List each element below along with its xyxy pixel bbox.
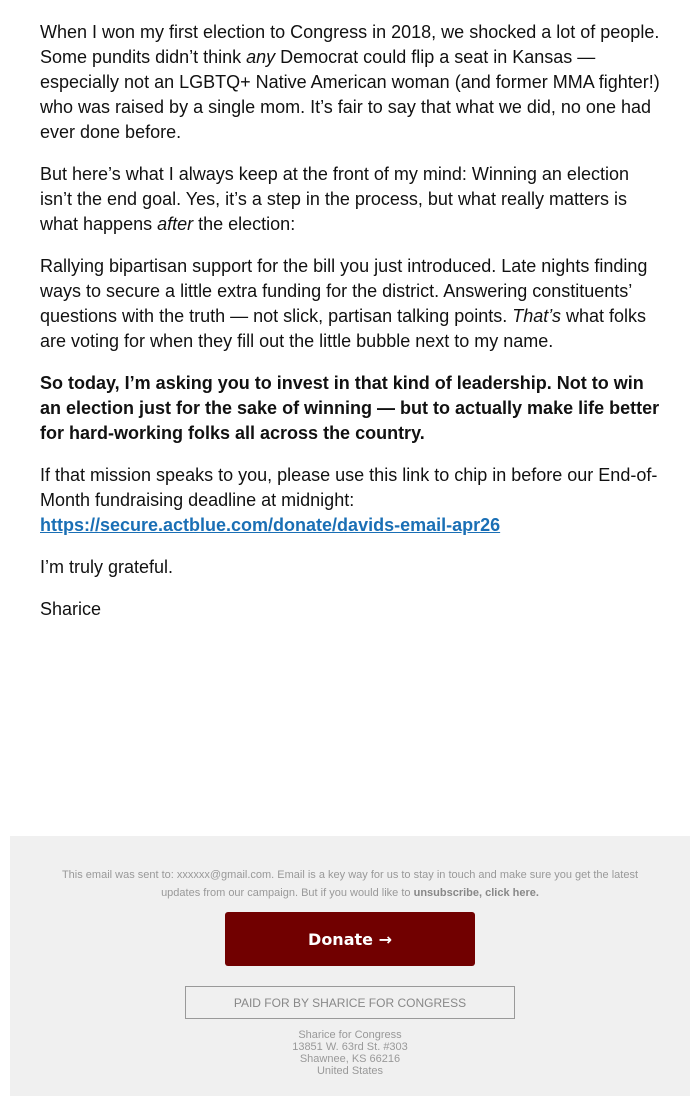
- unsubscribe-link[interactable]: unsubscribe, click here.: [413, 887, 539, 899]
- paid-for-disclaimer: PAID FOR BY SHARICE FOR CONGRESS: [185, 986, 515, 1019]
- mailing-address: [10, 1029, 690, 1077]
- donate-link[interactable]: https://secure.actblue.com/donate/davids-email-apr26: [40, 515, 501, 535]
- email-body: [40, 20, 665, 639]
- paragraph-ask: So today, I’m asking you to invest in that kind of leadership. Not to win an election just for the sake of winning — but to actually make life better for hard-working folks all across the country.: [40, 373, 660, 443]
- address-line: United States: [316, 1065, 384, 1077]
- paragraph-thanks: I’m truly grateful.: [40, 557, 174, 577]
- signature: Sharice: [40, 599, 102, 619]
- footer-note: This email was sent to: xxxxxx@gmail.com. Email is a key way for us to stay in touch and make sure you get the latest updates from our campaign. But if you would like to unsubscribe, click here.: [61, 869, 639, 899]
- paragraph-work: Rallying bipartisan support for the bill you just introduced. Late nights finding ways to secure a little extra funding for the district. Answering constituents’ questions with the truth — not slick, partisan talking points. That’s what folks are voting for when they fill out the little bubble next to my name.: [40, 256, 648, 351]
- address-line: Shawnee, KS 66216: [299, 1053, 401, 1065]
- paragraph-goal: But here’s what I always keep at the front of my mind: Winning an election isn’t the end goal. Yes, it’s a step in the process, but what really matters is what happens after the election:: [40, 164, 629, 234]
- address-line: 13851 W. 63rd St. #303: [292, 1041, 408, 1053]
- donate-button[interactable]: Donate →: [225, 912, 475, 966]
- email-footer: [10, 836, 690, 1096]
- paragraph-donate-link: If that mission speaks to you, please use this link to chip in before our End-of-Month fundraising deadline at midnight: https://secure.actblue.com/donate/davids-email-apr26: [40, 465, 658, 535]
- paragraph-intro: When I won my first election to Congress in 2018, we shocked a lot of people. Some pundits didn’t think any Democrat could flip a seat in Kansas — especially not an LGBTQ+ Native American woman (and former MMA fighter!) who was raised by a single mom. It’s fair to say that what we did, no one had ever done before.: [40, 22, 660, 142]
- address-line: Sharice for Congress: [298, 1029, 402, 1041]
